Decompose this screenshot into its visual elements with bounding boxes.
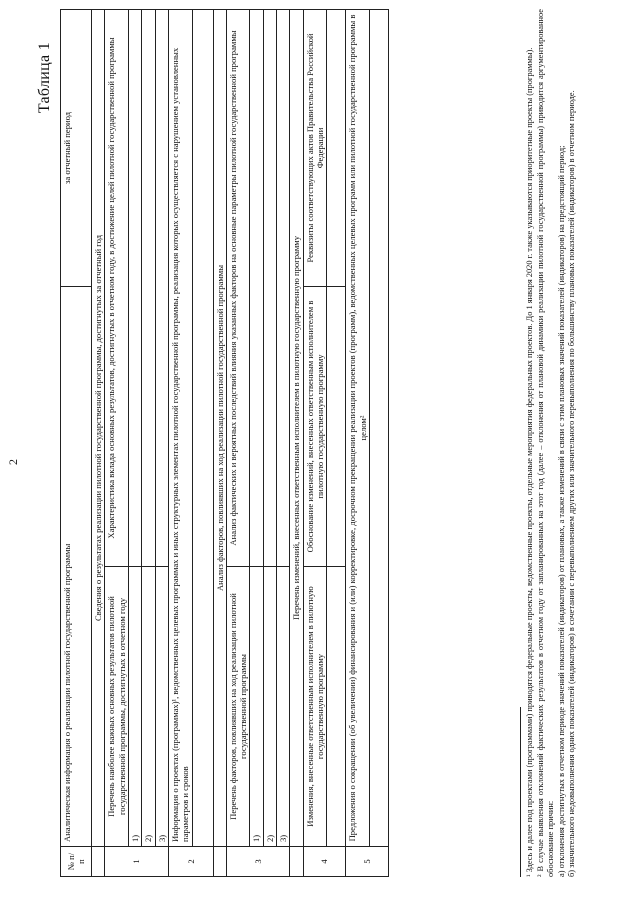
- footnote-2: ² В случае выявления отклонений фактических результатов в отчетном году от запланированных на этот год (далее – отклонения от плановой динамики реализации пилотной государственной программы) приводится аргументированное обоснование причин:: [535, 9, 555, 877]
- s5-text: Предложения о сокращении (об увеличении) финансирования и (или) корректировке, досрочном прекращении реализации проектов (программ), ведомственных целевых программ или пилотной государственной программы в целом²: [346, 10, 370, 847]
- header-right: за отчетный период: [61, 10, 92, 287]
- list-item-label: 1): [128, 567, 141, 847]
- table-title: Таблица 1: [36, 42, 53, 114]
- page-number: 2: [6, 459, 20, 465]
- list-item-label: 1): [250, 567, 263, 847]
- s3-right: Анализ фактических и вероятных последствий влияния указанных факторов на основные параметры пилотной государственной программы: [226, 10, 250, 567]
- s2-text: Информация о проектах (программах)¹, ведомственных целевых программах и иных структурных элементах пилотной государственной программы, реализация которых осуществляется с нарушением установленных параметров и сроков: [168, 10, 192, 847]
- list-item-label: 3): [277, 567, 290, 847]
- s5-row: [346, 10, 370, 877]
- s2-row: [168, 10, 192, 877]
- s1-right: Характеристика вклада основных результатов, достигнутых в отчетном году, в достижение целей пилотной государственной программы: [105, 10, 129, 567]
- s3-main-row: [226, 10, 250, 877]
- s1-heading-row: [92, 10, 105, 877]
- header-left: Аналитическая информация о реализации пилотной государственной программы: [61, 286, 92, 846]
- row-number-2: 2: [168, 847, 213, 877]
- footnote-1: ¹ Здесь и далее под проектами (программами) приводятся федеральные проекты, ведомственные проекты, отдельные мероприятия федеральных проектов. До 1 января 2020 г. также указываются приоритетные проекты (программы).: [525, 47, 534, 877]
- section-4-heading: Перечень изменений, внесенных ответственным исполнителем в пилотную государственную программу: [290, 10, 303, 847]
- s4-main-row: [303, 10, 327, 877]
- list-item: [263, 10, 276, 877]
- list-item-label: 3): [155, 567, 168, 847]
- footnotes: [520, 9, 578, 877]
- list-item: [128, 10, 141, 877]
- footnote-2a: а) отклонения достигнутых в отчетном периоде значений показателей (индикаторов) от плановых, а также изменений в связи с этим плановых значений показателей (индикаторов) на предстоящий период;: [556, 145, 566, 877]
- list-item: [250, 10, 263, 877]
- footnote-rule: [520, 707, 521, 877]
- list-item: [155, 10, 168, 877]
- s1-left: Перечень наиболее важных основных результатов пилотной государственной программы, достигнутых в отчетном году: [105, 567, 129, 847]
- list-item: [142, 10, 155, 877]
- s4-col1: Изменения, внесенные ответственным исполнителем в пилотную государственную программу: [303, 567, 327, 847]
- row-number-3: 3: [226, 847, 290, 877]
- table-header-row: [61, 10, 92, 877]
- section-3-heading: Анализ факторов, повлиявших на ход реализации пилотной государственной программы: [213, 10, 226, 847]
- s1-main-row: [105, 10, 129, 877]
- s4-blank-row: [327, 10, 346, 877]
- s4-col2: Обоснование изменений, внесенных ответственным исполнителем в пилотную государственную программу: [303, 286, 327, 566]
- section-1-heading: Сведения о результатах реализации пилотной государственной программы, достигнутых за отчетный год: [92, 10, 105, 847]
- s2-blank-row: [192, 10, 213, 877]
- row-number-4: 4: [303, 847, 346, 877]
- list-item: [277, 10, 290, 877]
- analytics-table: [60, 9, 389, 877]
- s5-blank-row: [369, 10, 388, 877]
- list-item-label: 2): [263, 567, 276, 847]
- s3-heading-row: [213, 10, 226, 877]
- row-number-5: 5: [346, 847, 389, 877]
- s3-left: Перечень факторов, повлиявших на ход реализации пилотной государственной программы: [226, 567, 250, 847]
- list-item-label: 2): [142, 567, 155, 847]
- footnote-2b: б) значительного недовыполнения одних показателей (индикаторов) в сочетании с перевыполнением других или значительного перевыполнения по большинству плановых показателей (индикаторов) в отчетном периоде.: [567, 90, 576, 877]
- s4-col3: Реквизиты соответствующих актов Правительства Российской Федерации: [303, 10, 327, 287]
- row-number-1: 1: [105, 847, 169, 877]
- header-num: № п/п: [61, 847, 92, 877]
- s4-heading-row: [290, 10, 303, 877]
